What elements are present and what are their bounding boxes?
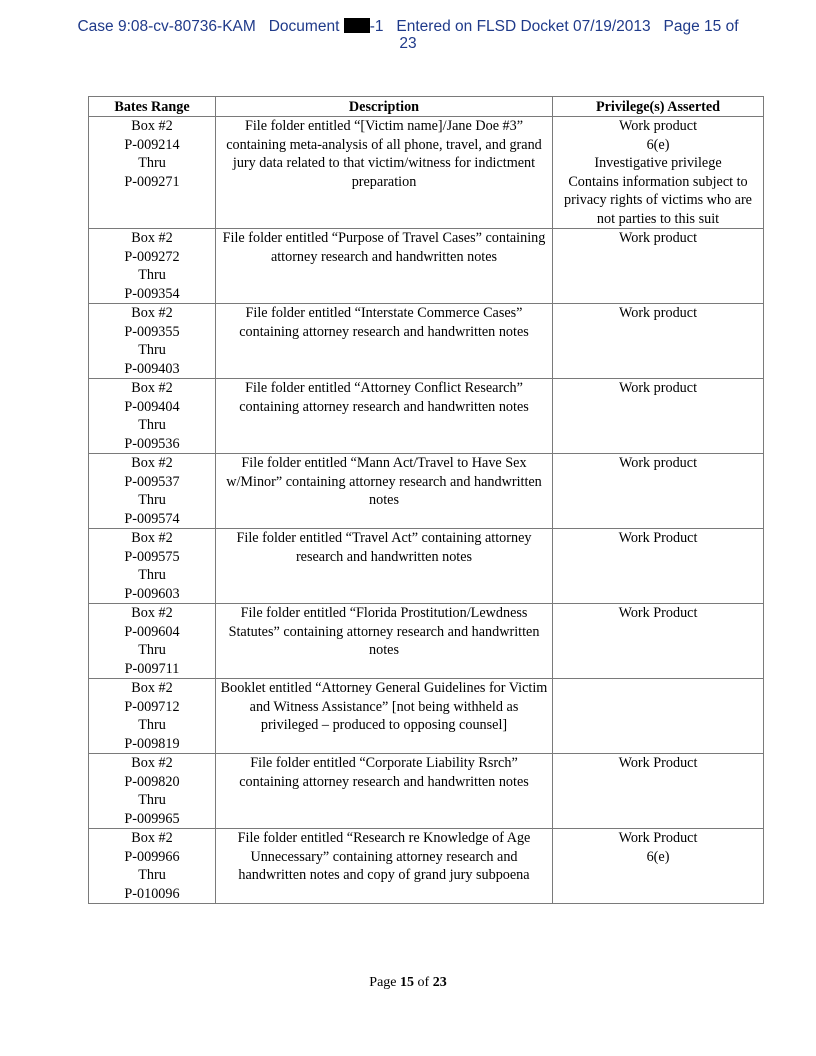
bates-range-cell: [89, 679, 216, 754]
privilege-cell: [553, 379, 764, 454]
redaction-box: [344, 18, 370, 33]
bates-line: Box #2: [131, 605, 173, 621]
bates-line: P-009214: [124, 136, 180, 153]
header-description: Description: [216, 97, 553, 117]
bates-line: Thru: [138, 717, 166, 733]
bates-line: Box #2: [131, 455, 173, 471]
bates-line: Box #2: [131, 830, 173, 846]
table-row: [89, 604, 764, 679]
description-cell: File folder entitled “Attorney Conflict Research” containing attorney research and handwritten notes: [216, 379, 553, 454]
footer-page-word: Page: [369, 975, 397, 990]
privilege-item: 6(e): [646, 848, 670, 865]
bates-line: P-009536: [124, 435, 180, 452]
table-row: [89, 679, 764, 754]
footer-page-total: 23: [432, 975, 447, 990]
privilege-item: Work Product: [618, 605, 698, 621]
table-row: [89, 117, 764, 229]
privilege-item: Investigative privilege: [594, 155, 722, 171]
bates-line: Box #2: [131, 230, 173, 246]
privilege-cell: [553, 229, 764, 304]
bates-line: P-009403: [124, 360, 180, 377]
bates-line: Thru: [138, 642, 166, 658]
bates-range-cell: [89, 454, 216, 529]
bates-line: P-010096: [124, 885, 180, 902]
bates-line: P-009574: [124, 510, 180, 527]
bates-range-cell: [89, 304, 216, 379]
description-cell: File folder entitled “Travel Act” containing attorney research and handwritten notes: [216, 529, 553, 604]
bates-line: P-009575: [124, 548, 180, 565]
table-row: [89, 829, 764, 904]
entered-on: Entered on FLSD Docket 07/19/2013: [396, 18, 651, 35]
header-page: Page 15 of: [663, 18, 739, 35]
bates-range-cell: [89, 829, 216, 904]
description-cell: File folder entitled “Interstate Commerce Cases” containing attorney research and handwritten notes: [216, 304, 553, 379]
document-suffix: -1: [369, 18, 384, 35]
table-row: [89, 304, 764, 379]
bates-line: P-009819: [124, 735, 180, 752]
privilege-item: Contains information subject to privacy rights of victims who are not parties to this suit: [564, 173, 752, 227]
privilege-item: 6(e): [646, 136, 670, 153]
bates-line: Thru: [138, 417, 166, 433]
description-cell: File folder entitled “Florida Prostitution/Lewdness Statutes” containing attorney research and handwritten notes: [216, 604, 553, 679]
privilege-item: Work product: [618, 305, 698, 321]
privilege-item: Work product: [618, 380, 698, 396]
bates-range-cell: [89, 117, 216, 229]
privilege-item: Work product: [618, 455, 698, 471]
privilege-cell: [553, 604, 764, 679]
privilege-log-table: [88, 96, 764, 904]
bates-line: P-009272: [124, 248, 180, 265]
header-bates-range: Bates Range: [89, 97, 216, 117]
privilege-item: Work Product: [618, 530, 698, 546]
bates-line: P-009711: [124, 660, 180, 677]
bates-line: Box #2: [131, 380, 173, 396]
bates-range-cell: [89, 754, 216, 829]
bates-line: P-009965: [124, 810, 180, 827]
bates-line: Thru: [138, 792, 166, 808]
bates-range-cell: [89, 604, 216, 679]
bates-line: P-009354: [124, 285, 180, 302]
bates-line: Thru: [138, 342, 166, 358]
table-body: [89, 117, 764, 904]
table-row: [89, 529, 764, 604]
privilege-item: Work product: [618, 118, 698, 134]
bates-line: Thru: [138, 867, 166, 883]
bates-line: Box #2: [131, 118, 173, 134]
privilege-cell: [553, 679, 764, 754]
description-cell: File folder entitled “[Victim name]/Jane Doe #3” containing meta-analysis of all phone, travel, and grand jury data related to that victim/witness for indictment preparation: [216, 117, 553, 229]
description-cell: File folder entitled “Corporate Liability Rsrch” containing attorney research and handwritten notes: [216, 754, 553, 829]
bates-line: P-009355: [124, 323, 180, 340]
privilege-item: Work product: [618, 230, 698, 246]
table-row: [89, 379, 764, 454]
table-header-row: [89, 97, 764, 117]
document-label: Document: [268, 18, 340, 35]
description-cell: File folder entitled “Mann Act/Travel to Have Sex w/Minor” containing attorney research and handwritten notes: [216, 454, 553, 529]
bates-line: Thru: [138, 155, 166, 171]
bates-line: Box #2: [131, 755, 173, 771]
description-cell: File folder entitled “Research re Knowledge of Age Unnecessary” containing attorney research and handwritten notes and copy of grand jury subpoena: [216, 829, 553, 904]
bates-line: Thru: [138, 267, 166, 283]
privilege-cell: [553, 529, 764, 604]
header-page-total: 23: [399, 35, 417, 52]
bates-line: Box #2: [131, 680, 173, 696]
privilege-cell: [553, 829, 764, 904]
privilege-cell: [553, 117, 764, 229]
footer-page-number: 15: [400, 975, 415, 990]
table-row: [89, 754, 764, 829]
header-privileges: Privilege(s) Asserted: [553, 97, 764, 117]
bates-line: Thru: [138, 567, 166, 583]
description-cell: File folder entitled “Purpose of Travel Cases” containing attorney research and handwritten notes: [216, 229, 553, 304]
bates-line: P-009820: [124, 773, 180, 790]
table-row: [89, 454, 764, 529]
bates-line: P-009712: [124, 698, 180, 715]
bates-line: P-009604: [124, 623, 180, 640]
privilege-item: Work Product: [618, 755, 698, 771]
bates-line: P-009404: [124, 398, 180, 415]
bates-line: P-009966: [124, 848, 180, 865]
bates-line: P-009603: [124, 585, 180, 602]
bates-line: P-009537: [124, 473, 180, 490]
privilege-cell: [553, 304, 764, 379]
privilege-item: Work Product: [618, 830, 698, 846]
bates-range-cell: [89, 529, 216, 604]
bates-line: P-009271: [124, 173, 180, 190]
bates-line: Thru: [138, 492, 166, 508]
bates-line: Box #2: [131, 530, 173, 546]
footer-of-word: of: [417, 975, 430, 990]
description-cell: Booklet entitled “Attorney General Guidelines for Victim and Witness Assistance” [not being withheld as privileged – produced to opposing counsel]: [216, 679, 553, 754]
privilege-cell: [553, 454, 764, 529]
page-footer: [0, 975, 816, 991]
bates-range-cell: [89, 379, 216, 454]
bates-line: Box #2: [131, 305, 173, 321]
docket-header: [40, 18, 776, 52]
case-number: Case 9:08-cv-80736-KAM: [77, 18, 256, 35]
privilege-cell: [553, 754, 764, 829]
bates-range-cell: [89, 229, 216, 304]
table-row: [89, 229, 764, 304]
